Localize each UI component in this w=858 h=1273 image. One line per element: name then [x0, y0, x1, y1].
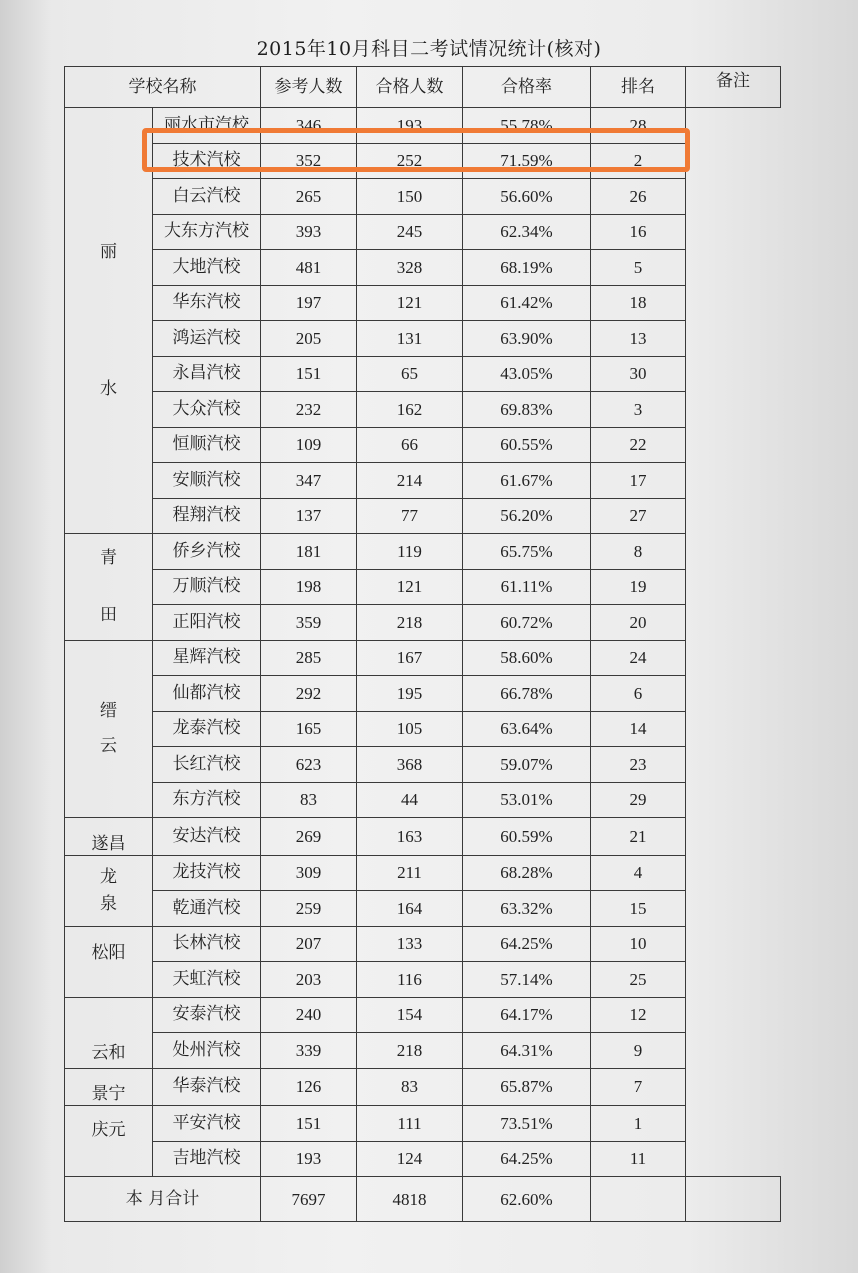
region-label: 青 [100, 547, 117, 568]
header-remark [686, 67, 781, 108]
school-name: 东方汽校 [153, 782, 261, 818]
participants-cell: 346 [261, 108, 357, 144]
rank-cell: 19 [591, 569, 686, 605]
passed-cell: 211 [357, 855, 463, 891]
passed-cell: 65 [357, 356, 463, 392]
table-row [65, 640, 781, 676]
rate-cell: 61.11% [463, 569, 591, 605]
school-name: 正阳汽校 [153, 605, 261, 641]
passed-cell: 111 [357, 1106, 463, 1142]
passed-cell: 164 [357, 891, 463, 927]
passed-cell: 163 [357, 818, 463, 856]
rate-cell: 65.87% [463, 1068, 591, 1106]
rate-cell: 61.67% [463, 463, 591, 499]
header-passed: 合格人数 [357, 67, 463, 108]
header-participants: 参考人数 [261, 67, 357, 108]
rank-cell: 23 [591, 747, 686, 783]
participants-cell: 309 [261, 855, 357, 891]
passed-cell: 218 [357, 1033, 463, 1069]
region-label: 丽 [100, 241, 117, 262]
participants-cell: 83 [261, 782, 357, 818]
rate-cell: 68.19% [463, 250, 591, 286]
participants-cell: 203 [261, 962, 357, 998]
participants-cell: 151 [261, 356, 357, 392]
rank-cell: 27 [591, 498, 686, 534]
table-row [65, 1141, 781, 1177]
rate-cell: 71.59% [463, 143, 591, 179]
school-name: 安顺汽校 [153, 463, 261, 499]
passed-cell: 121 [357, 569, 463, 605]
remark-label: 备注 [716, 71, 750, 91]
rate-cell: 60.72% [463, 605, 591, 641]
passed-cell: 66 [357, 427, 463, 463]
header-rate: 合格率 [463, 67, 591, 108]
rank-cell: 5 [591, 250, 686, 286]
rate-cell: 62.34% [463, 214, 591, 250]
rank-cell: 17 [591, 463, 686, 499]
rank-cell: 21 [591, 818, 686, 856]
school-name: 万顺汽校 [153, 569, 261, 605]
passed-cell: 105 [357, 711, 463, 747]
participants-cell: 481 [261, 250, 357, 286]
passed-cell: 44 [357, 782, 463, 818]
table-row [65, 747, 781, 783]
rate-cell: 56.60% [463, 179, 591, 215]
participants-cell: 165 [261, 711, 357, 747]
table-row [65, 179, 781, 215]
header-school: 学校名称 [65, 67, 261, 108]
region-longquan [65, 855, 153, 926]
participants-cell: 285 [261, 640, 357, 676]
participants-cell: 240 [261, 997, 357, 1033]
rate-cell: 63.64% [463, 711, 591, 747]
participants-cell: 347 [261, 463, 357, 499]
rank-cell: 30 [591, 356, 686, 392]
rank-cell: 11 [591, 1141, 686, 1177]
total-remark-empty [686, 1177, 781, 1222]
rate-cell: 53.01% [463, 782, 591, 818]
passed-cell: 245 [357, 214, 463, 250]
region-label: 云 [100, 735, 117, 756]
page-title: 2015年10月科目二考试情况统计(核对) [256, 38, 602, 60]
region-label: 龙 [100, 866, 117, 887]
table-row [65, 1106, 781, 1142]
table-row [65, 143, 781, 179]
table-row [65, 321, 781, 357]
region-jinyun [65, 640, 153, 818]
school-name: 大众汽校 [153, 392, 261, 428]
participants-cell: 259 [261, 891, 357, 927]
rank-cell: 7 [591, 1068, 686, 1106]
school-name: 永昌汽校 [153, 356, 261, 392]
table-row [65, 605, 781, 641]
school-name: 安达汽校 [153, 818, 261, 856]
school-name: 长林汽校 [153, 926, 261, 962]
rate-cell: 64.25% [463, 926, 591, 962]
rate-cell: 64.25% [463, 1141, 591, 1177]
rank-cell: 13 [591, 321, 686, 357]
table-row [65, 392, 781, 428]
rate-cell: 59.07% [463, 747, 591, 783]
participants-cell: 265 [261, 179, 357, 215]
participants-cell: 269 [261, 818, 357, 856]
table-row [65, 855, 781, 891]
rank-cell: 28 [591, 108, 686, 144]
school-name: 龙技汽校 [153, 855, 261, 891]
participants-cell: 232 [261, 392, 357, 428]
rank-cell: 12 [591, 997, 686, 1033]
rank-cell: 2 [591, 143, 686, 179]
passed-cell: 124 [357, 1141, 463, 1177]
statistics-table [64, 66, 781, 1222]
school-name: 安泰汽校 [153, 997, 261, 1033]
passed-cell: 154 [357, 997, 463, 1033]
school-name: 长红汽校 [153, 747, 261, 783]
school-name: 鸿运汽校 [153, 321, 261, 357]
participants-cell: 359 [261, 605, 357, 641]
table-row [65, 997, 781, 1033]
table-row [65, 818, 781, 856]
passed-cell: 252 [357, 143, 463, 179]
table-row [65, 569, 781, 605]
rank-cell: 1 [591, 1106, 686, 1142]
participants-cell: 198 [261, 569, 357, 605]
participants-cell: 393 [261, 214, 357, 250]
rate-cell: 57.14% [463, 962, 591, 998]
region-label: 田 [100, 604, 117, 625]
table-row [65, 427, 781, 463]
region-qingtian [65, 534, 153, 641]
table-row [65, 498, 781, 534]
school-name: 吉地汽校 [153, 1141, 261, 1177]
total-rate: 62.60% [463, 1177, 591, 1222]
passed-cell: 119 [357, 534, 463, 570]
rate-cell: 66.78% [463, 676, 591, 712]
participants-cell: 151 [261, 1106, 357, 1142]
school-name: 华东汽校 [153, 285, 261, 321]
passed-cell: 328 [357, 250, 463, 286]
school-name: 平安汽校 [153, 1106, 261, 1142]
table-row [65, 108, 781, 144]
table-row [65, 926, 781, 962]
passed-cell: 77 [357, 498, 463, 534]
rate-cell: 60.55% [463, 427, 591, 463]
rank-cell: 18 [591, 285, 686, 321]
rank-cell: 20 [591, 605, 686, 641]
table-row [65, 1068, 781, 1106]
region-suichang: 遂昌 [65, 818, 153, 856]
school-name: 丽水市汽校 [153, 108, 261, 144]
table-row [65, 463, 781, 499]
participants-cell: 197 [261, 285, 357, 321]
school-name: 大东方汽校 [153, 214, 261, 250]
passed-cell: 214 [357, 463, 463, 499]
region-lishui [65, 108, 153, 534]
participants-cell: 207 [261, 926, 357, 962]
rank-cell: 15 [591, 891, 686, 927]
rate-cell: 55.78% [463, 108, 591, 144]
rank-cell: 24 [591, 640, 686, 676]
school-name: 星辉汽校 [153, 640, 261, 676]
table-row [65, 782, 781, 818]
passed-cell: 368 [357, 747, 463, 783]
rank-cell: 9 [591, 1033, 686, 1069]
passed-cell: 193 [357, 108, 463, 144]
rate-cell: 43.05% [463, 356, 591, 392]
table-row [65, 356, 781, 392]
table-row [65, 891, 781, 927]
region-songyang: 松阳 [65, 926, 153, 997]
school-name: 仙都汽校 [153, 676, 261, 712]
passed-cell: 83 [357, 1068, 463, 1106]
participants-cell: 339 [261, 1033, 357, 1069]
passed-cell: 195 [357, 676, 463, 712]
rank-cell: 29 [591, 782, 686, 818]
rate-cell: 58.60% [463, 640, 591, 676]
participants-cell: 137 [261, 498, 357, 534]
total-row [65, 1177, 781, 1222]
school-name: 处州汽校 [153, 1033, 261, 1069]
table-row [65, 711, 781, 747]
passed-cell: 150 [357, 179, 463, 215]
region-qingyuan: 庆元 [65, 1106, 153, 1177]
school-name: 侨乡汽校 [153, 534, 261, 570]
participants-cell: 292 [261, 676, 357, 712]
rank-cell: 14 [591, 711, 686, 747]
region-yunhe: 云和 [65, 997, 153, 1068]
rate-cell: 68.28% [463, 855, 591, 891]
rank-cell: 8 [591, 534, 686, 570]
table-row [65, 676, 781, 712]
total-label: 本 月合计 [65, 1177, 261, 1222]
participants-cell: 181 [261, 534, 357, 570]
participants-cell: 109 [261, 427, 357, 463]
rate-cell: 56.20% [463, 498, 591, 534]
passed-cell: 162 [357, 392, 463, 428]
region-label: 缙 [100, 700, 117, 721]
total-passed: 4818 [357, 1177, 463, 1222]
school-name: 白云汽校 [153, 179, 261, 215]
header-row [65, 67, 781, 108]
table-row [65, 534, 781, 570]
rank-cell: 26 [591, 179, 686, 215]
region-label: 泉 [100, 893, 117, 914]
school-name: 恒顺汽校 [153, 427, 261, 463]
passed-cell: 121 [357, 285, 463, 321]
passed-cell: 218 [357, 605, 463, 641]
rate-cell: 69.83% [463, 392, 591, 428]
rank-cell: 4 [591, 855, 686, 891]
passed-cell: 131 [357, 321, 463, 357]
region-label: 水 [100, 378, 117, 399]
rate-cell: 63.32% [463, 891, 591, 927]
school-name: 大地汽校 [153, 250, 261, 286]
rank-cell: 10 [591, 926, 686, 962]
rank-cell: 25 [591, 962, 686, 998]
participants-cell: 352 [261, 143, 357, 179]
passed-cell: 133 [357, 926, 463, 962]
school-name: 技术汽校 [153, 143, 261, 179]
rank-cell: 3 [591, 392, 686, 428]
school-name: 天虹汽校 [153, 962, 261, 998]
participants-cell: 623 [261, 747, 357, 783]
rate-cell: 64.17% [463, 997, 591, 1033]
passed-cell: 116 [357, 962, 463, 998]
participants-cell: 193 [261, 1141, 357, 1177]
school-name: 华泰汽校 [153, 1068, 261, 1106]
school-name: 程翔汽校 [153, 498, 261, 534]
passed-cell: 167 [357, 640, 463, 676]
rate-cell: 61.42% [463, 285, 591, 321]
rate-cell: 60.59% [463, 818, 591, 856]
participants-cell: 205 [261, 321, 357, 357]
school-name: 龙泰汽校 [153, 711, 261, 747]
table-row [65, 1033, 781, 1069]
header-rank: 排名 [591, 67, 686, 108]
school-name: 乾通汽校 [153, 891, 261, 927]
region-jingning: 景宁 [65, 1068, 153, 1106]
rate-cell: 63.90% [463, 321, 591, 357]
rank-cell: 22 [591, 427, 686, 463]
table-row [65, 285, 781, 321]
rank-cell: 6 [591, 676, 686, 712]
table-row [65, 214, 781, 250]
participants-cell: 126 [261, 1068, 357, 1106]
rate-cell: 73.51% [463, 1106, 591, 1142]
rate-cell: 65.75% [463, 534, 591, 570]
total-participants: 7697 [261, 1177, 357, 1222]
total-rank-empty [591, 1177, 686, 1222]
table-row [65, 962, 781, 998]
rate-cell: 64.31% [463, 1033, 591, 1069]
rank-cell: 16 [591, 214, 686, 250]
table-row [65, 250, 781, 286]
